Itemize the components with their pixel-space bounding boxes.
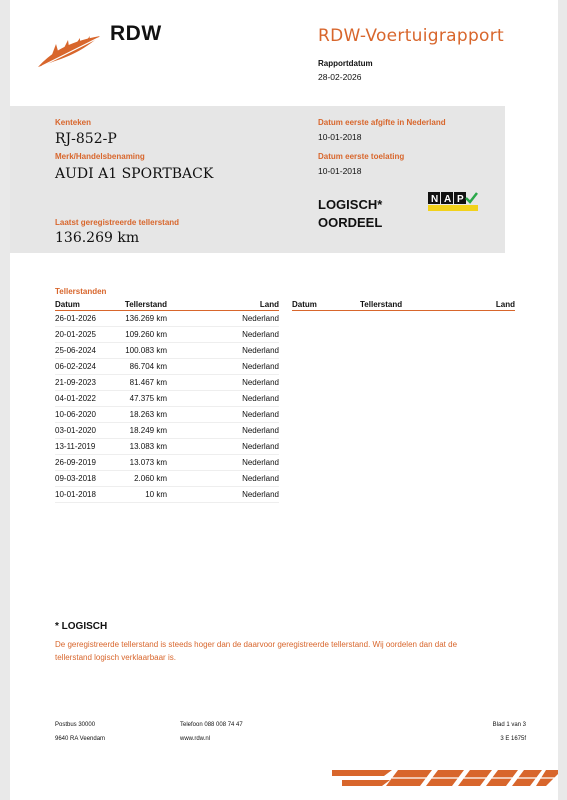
table-row [55,455,279,471]
footer-website[interactable]: www.rdw.nl [180,736,211,742]
first-admission-value: 10-01-2018 [318,166,362,176]
cell-date: 09-03-2018 [55,471,115,487]
cell-reading: 2.060 km [115,471,167,487]
cell-country: Nederland [167,487,279,503]
cell-date: 20-01-2025 [55,327,115,343]
table-row [55,311,279,327]
cell-country: Nederland [167,359,279,375]
footnote-title: * LOGISCH [55,621,108,632]
table-row [55,407,279,423]
make-label: Merk/Handelsbenaming [55,152,145,161]
cell-reading: 100.083 km [115,343,167,359]
first-issue-nl-label: Datum eerste afgifte in Nederland [318,118,446,127]
footer-page: Blad 1 van 3 [492,722,526,728]
cell-reading: 136.269 km [115,311,167,327]
cell-country: Nederland [167,375,279,391]
table-row [55,359,279,375]
cell-date: 13-11-2019 [55,439,115,455]
plate-value: RJ-852-P [55,131,117,147]
make-value: AUDI A1 SPORTBACK [55,166,214,182]
cell-country: Nederland [167,311,279,327]
cell-country: Nederland [167,327,279,343]
verdict-line-2: OORDEEL [318,215,383,230]
readings-title: Tellerstanden [55,287,107,296]
cell-date: 26-09-2019 [55,455,115,471]
plate-label: Kenteken [55,118,92,127]
header-reading: Tellerstand [115,298,167,311]
cell-date: 10-06-2020 [55,407,115,423]
cell-date: 25-06-2024 [55,343,115,359]
header-date: Datum [292,298,360,311]
cell-reading: 13.073 km [115,455,167,471]
footer-postbus: Postbus 30000 [55,722,96,728]
brand-name: RDW [110,22,162,45]
svg-text:P: P [457,194,464,205]
footnote-text: De geregistreerde tellerstand is steeds hoger dan de daarvoor geregistreerde tellerstand. Wij oordelen dan dat de tellerstand logisch verklaarbaar is. [55,640,458,662]
readings-table-left [55,298,279,503]
cell-reading: 13.083 km [115,439,167,455]
table-header [292,298,515,311]
cell-country: Nederland [167,407,279,423]
table-row [55,487,279,503]
table-row [55,439,279,455]
cell-date: 26-01-2026 [55,311,115,327]
report-title: RDW-Voertuigrapport [318,26,505,46]
first-issue-nl-value: 10-01-2018 [318,132,362,142]
cell-country: Nederland [167,423,279,439]
report-date-label: Rapportdatum [318,59,373,68]
cell-reading: 109.260 km [115,327,167,343]
header-date: Datum [55,298,115,311]
table-row [55,375,279,391]
table-row [55,423,279,439]
header-country: Land [440,298,515,311]
cell-reading: 81.467 km [115,375,167,391]
cell-reading: 86.704 km [115,359,167,375]
nap-logo-icon [428,192,478,212]
header-country: Land [167,298,279,311]
readings-body [55,311,279,503]
footer-phone: Telefoon 088 008 74 47 [180,722,243,728]
cell-country: Nederland [167,471,279,487]
cell-reading: 10 km [115,487,167,503]
cell-country: Nederland [167,439,279,455]
cell-date: 21-09-2023 [55,375,115,391]
cell-country: Nederland [167,343,279,359]
cell-country: Nederland [167,455,279,471]
table-row [55,343,279,359]
table-row [55,471,279,487]
cell-date: 06-02-2024 [55,359,115,375]
cell-date: 10-01-2018 [55,487,115,503]
cell-country: Nederland [167,391,279,407]
cell-date: 04-01-2022 [55,391,115,407]
rdw-logo-icon [36,32,104,70]
table-header [55,298,279,311]
table-row [55,391,279,407]
svg-text:A: A [444,194,452,205]
readings-table-right [292,298,515,311]
footer-city: 9640 RA Veendam [55,736,106,742]
footer-code: 3 E 1675f [500,736,526,742]
verdict [318,196,382,232]
report-page [10,0,558,800]
rdw-stripes-icon [332,766,558,790]
odometer-label: Laatst geregistreerde tellerstand [55,218,180,227]
svg-text:N: N [431,194,439,205]
header-reading: Tellerstand [360,298,440,311]
odometer-value: 136.269 km [55,230,140,246]
cell-reading: 18.263 km [115,407,167,423]
table-row [55,327,279,343]
first-admission-label: Datum eerste toelating [318,152,405,161]
verdict-line-1: LOGISCH* [318,197,383,212]
cell-date: 03-01-2020 [55,423,115,439]
report-date-value: 28-02-2026 [318,72,362,82]
vehicle-summary-panel [10,106,505,253]
cell-reading: 18.249 km [115,423,167,439]
cell-reading: 47.375 km [115,391,167,407]
